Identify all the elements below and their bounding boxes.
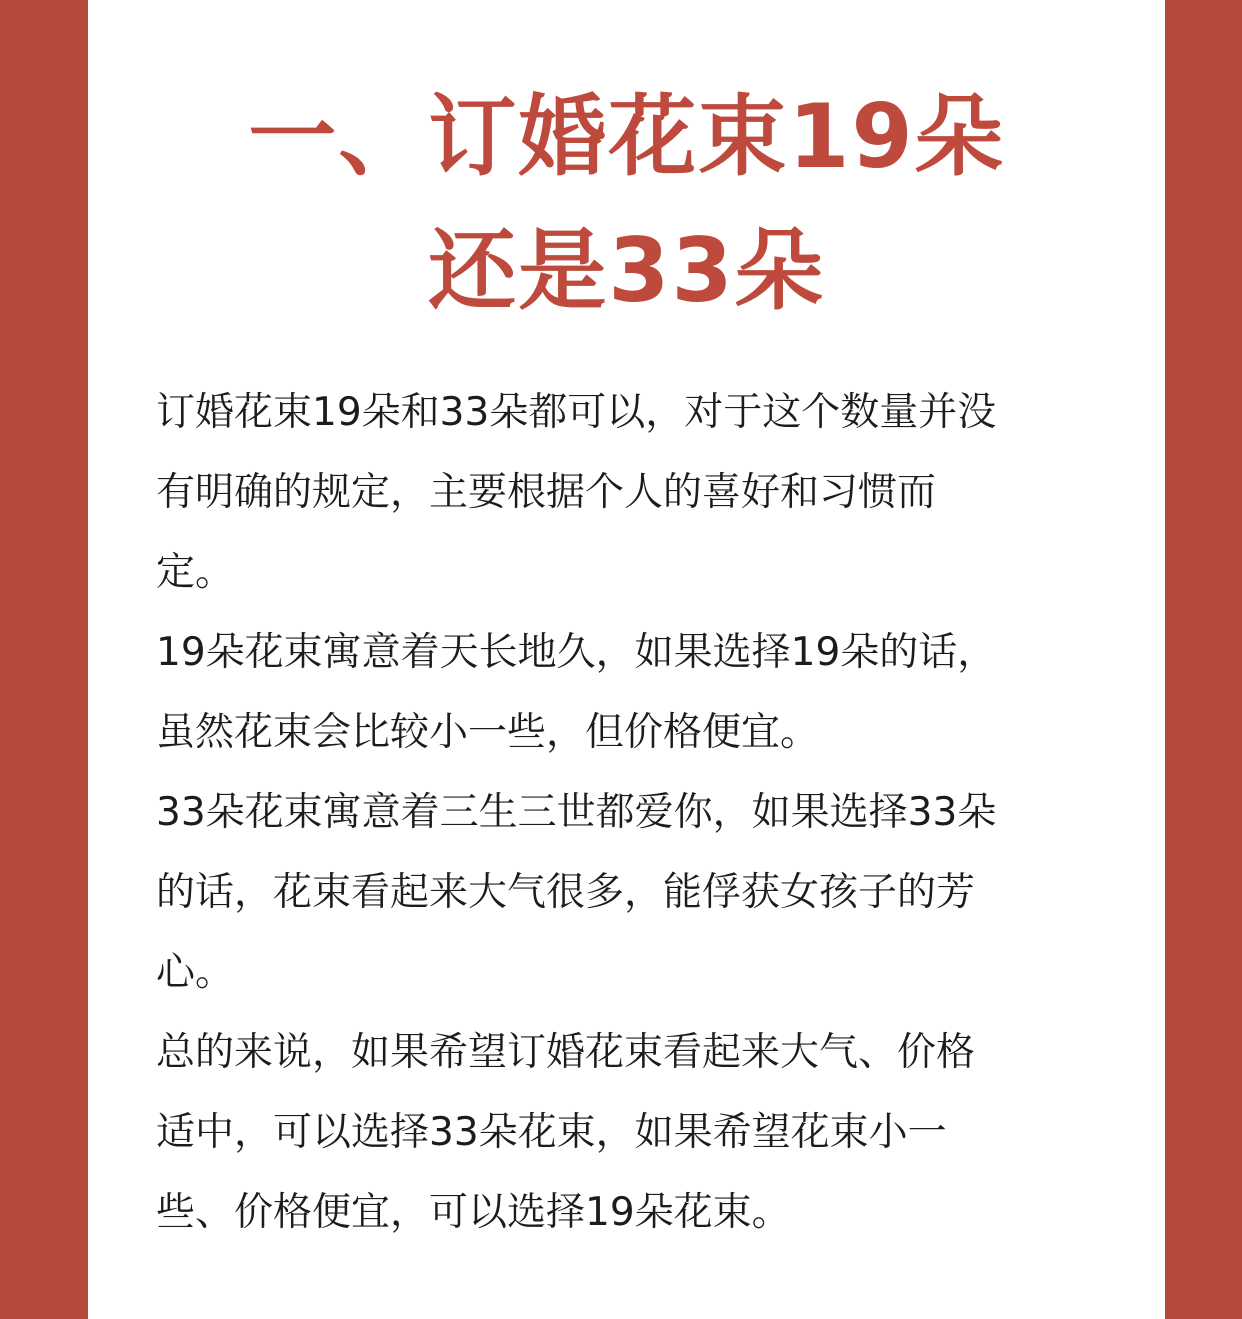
body-line: 总的来说，如果希望订婚花束看起来大气、价格 [156,1030,976,1075]
content-card [88,0,1165,1319]
body-line: 适中，可以选择33朵花束，如果希望花束小一 [156,1110,947,1155]
body-line: 的话，花束看起来大气很多，能俘获女孩子的芳 [156,870,976,915]
body-line: 19朵花束寓意着天长地久，如果选择19朵的话， [156,630,997,675]
body-line: 有明确的规定，主要根据个人的喜好和习惯而 [156,470,937,515]
title-line-2: 还是33朵 [428,219,825,322]
body-line: 33朵花束寓意着三生三世都爱你，如果选择33朵 [156,790,997,835]
page-title [88,70,1165,338]
body-line: 订婚花束19朵和33朵都可以，对于这个数量并没 [156,390,997,435]
title-line-1: 一、订婚花束19朵 [248,85,1005,188]
article-body [156,373,1076,1253]
body-line: 虽然花束会比较小一些，但价格便宜。 [156,710,820,755]
body-line: 心。 [156,950,235,995]
body-line: 定。 [156,550,235,595]
body-line: 些、价格便宜，可以选择19朵花束。 [156,1190,791,1235]
